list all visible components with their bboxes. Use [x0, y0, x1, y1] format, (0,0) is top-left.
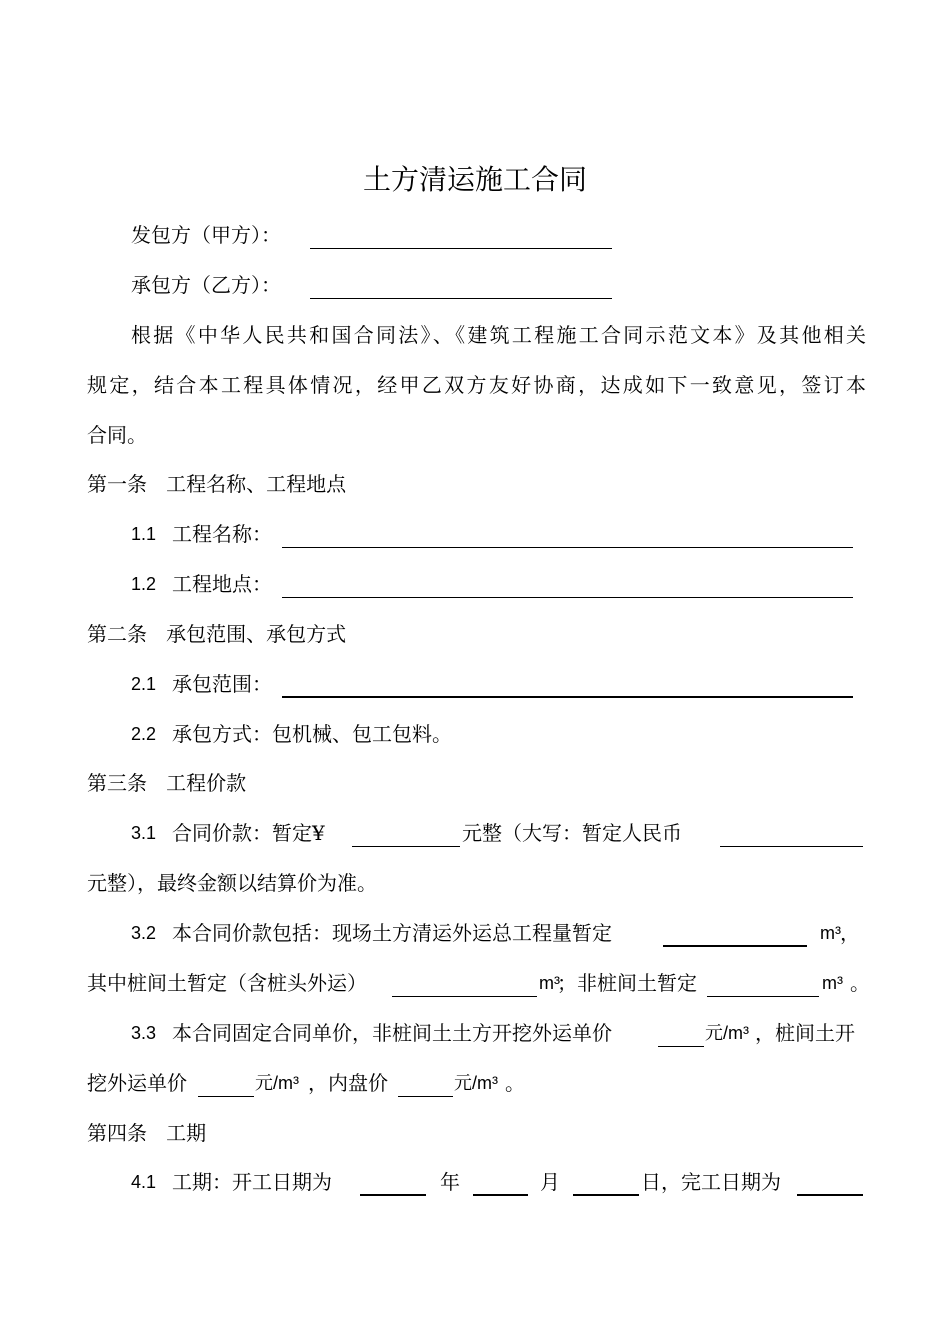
contractor-label: 承包方（乙方）： [131, 273, 281, 297]
clause-3-2-semicolon: ；非桩间土暂定 [557, 971, 697, 995]
pile-unit-price-blank [198, 1096, 254, 1097]
clause-3-2-end: 。 [850, 971, 870, 995]
document-title: 土方清运施工合同 [362, 163, 587, 196]
clause-3-1-part-a: 合同价款：暂定¥ [172, 821, 325, 845]
article-1-heading: 第一条 工程名称、工程地点 [87, 472, 347, 496]
intro-line-2: 规定，结合本工程具体情况，经甲乙双方友好协商，达成如下一致意见，签订本 [87, 373, 866, 397]
clause-3-2-comma: ， [840, 921, 860, 945]
clause-3-1-part-b: 元整（大写：暂定人民币 [462, 821, 682, 845]
month-label: 月 [540, 1170, 560, 1194]
total-volume-blank [663, 945, 807, 947]
clause-3-3-part-d: ，内盘价 [308, 1071, 388, 1095]
clause-3-1-part-c: 元整），最终金额以结算价为准。 [87, 871, 377, 895]
clause-2-2-number: 2.2 [131, 724, 157, 744]
intro-line-1: 根据《中华人民共和国合同法》、《建筑工程施工合同示范文本》及其他相关 [131, 323, 866, 347]
clause-2-2-text: 承包方式：包机械、包工包料。 [172, 722, 452, 746]
unit-price-1: 元/m³ [705, 1023, 749, 1043]
clause-3-3-part-b: ，桩间土开 [755, 1021, 855, 1045]
start-day-blank [573, 1194, 639, 1196]
clause-2-1-label: 承包范围： [172, 672, 272, 696]
project-location-blank [282, 597, 853, 598]
price-amount-blank [352, 846, 460, 847]
clause-3-3-part-e: 。 [505, 1071, 525, 1095]
non-pile-soil-volume-blank [707, 996, 819, 997]
unit-price-2: 元/m³ [255, 1073, 299, 1093]
completion-date-blank [797, 1194, 863, 1196]
clause-4-1-part-a: 工期：开工日期为 [172, 1170, 332, 1194]
clause-4-1-number: 4.1 [131, 1172, 157, 1192]
clause-3-3-number: 3.3 [131, 1023, 157, 1043]
unit-price-3: 元/m³ [454, 1073, 498, 1093]
price-capital-blank [720, 846, 863, 847]
employer-blank [310, 248, 612, 249]
clause-3-2-part-b: 其中桩间土暂定（含桩头外运） [87, 971, 367, 995]
article-2-heading: 第二条 承包范围、承包方式 [87, 622, 347, 646]
clause-3-3-part-a: 本合同固定合同单价，非桩间土土方开挖外运单价 [172, 1021, 612, 1045]
non-pile-unit-price-blank [658, 1046, 704, 1047]
article-3-heading: 第三条 工程价款 [87, 771, 247, 795]
clause-3-2-part-a: 本合同价款包括：现场土方清运外运总工程量暂定 [172, 921, 612, 945]
inner-price-blank [398, 1096, 453, 1097]
scope-blank [282, 696, 853, 698]
employer-label: 发包方（甲方）： [131, 223, 281, 247]
clause-1-1-label: 工程名称： [172, 522, 272, 546]
clause-3-1-number: 3.1 [131, 823, 157, 843]
article-4-heading: 第四条 工期 [87, 1121, 207, 1145]
clause-1-2-label: 工程地点： [172, 572, 272, 596]
clause-1-2-number: 1.2 [131, 574, 157, 594]
pile-soil-volume-blank [392, 996, 537, 997]
clause-1-1-number: 1.1 [131, 524, 157, 544]
intro-line-3: 合同。 [87, 423, 147, 447]
start-month-blank [473, 1194, 528, 1196]
clause-4-1-part-b: 日，完工日期为 [641, 1170, 781, 1194]
project-name-blank [282, 547, 853, 548]
unit-m3-2: m³ [539, 973, 560, 993]
clause-2-1-number: 2.1 [131, 674, 157, 694]
start-year-blank [360, 1194, 426, 1196]
contractor-blank [310, 298, 612, 299]
unit-m3-1: m³ [820, 923, 841, 943]
clause-3-2-number: 3.2 [131, 923, 157, 943]
clause-3-3-part-c: 挖外运单价 [87, 1071, 187, 1095]
year-label: 年 [440, 1170, 460, 1194]
unit-m3-3: m³ [822, 973, 843, 993]
